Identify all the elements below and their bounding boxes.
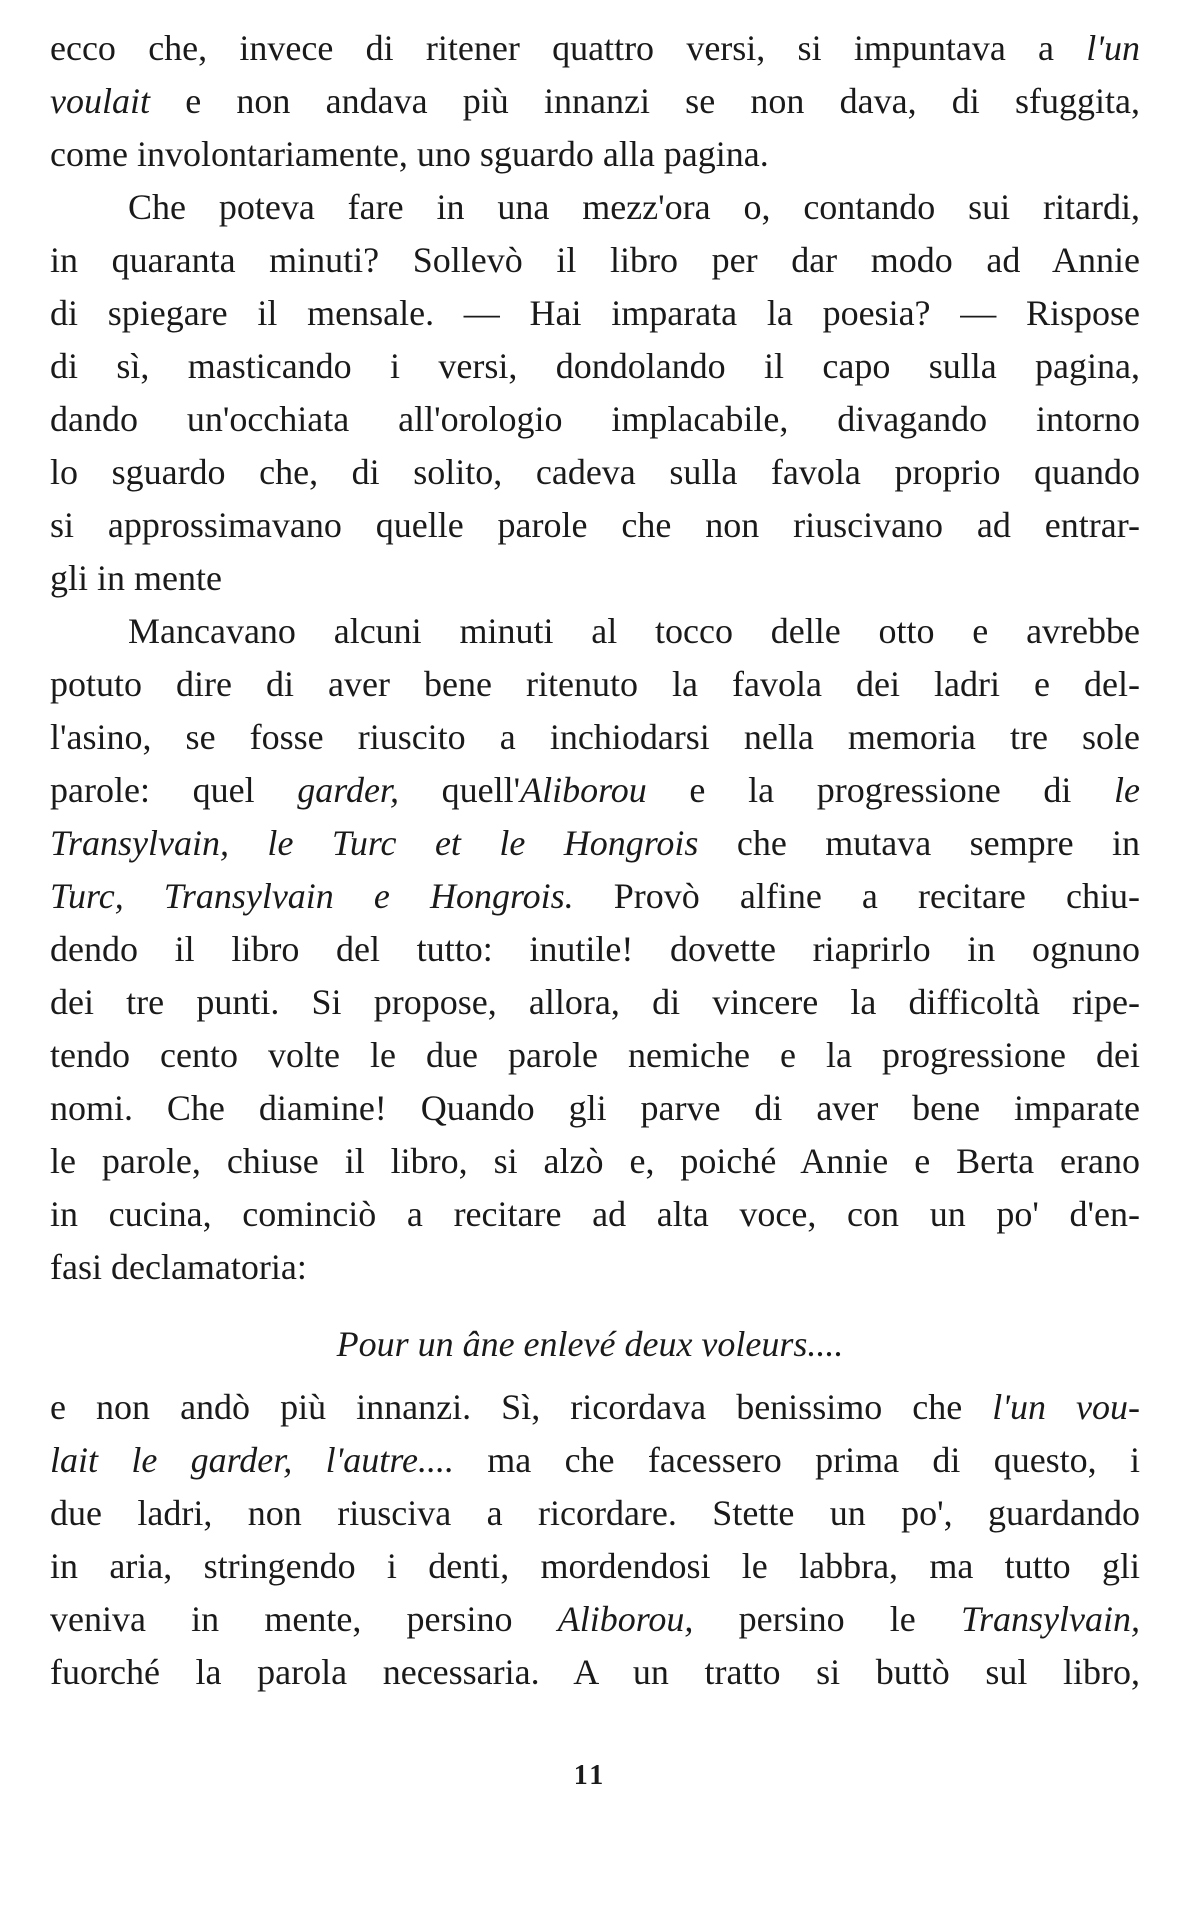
text-line: dendo il libro del tutto: inutile! dovette riaprirlo in ognuno [50,929,1140,969]
text-line: parole: quel garder, quell'Aliborou e la progressione di le [50,770,1140,810]
main-text-upper [50,22,1140,1294]
text-line: veniva in mente, persino Aliborou, persino le Transylvain, [50,1599,1140,1639]
text-line: Transylvain, le Turc et le Hongrois che mutava sempre in [50,823,1140,863]
page-number: 11 [573,1760,607,1791]
text-line: due ladri, non riusciva a ricordare. Stette un po', guardando [50,1493,1140,1533]
text-line: Turc, Transylvain e Hongrois. Provò alfine a recitare chiu- [50,876,1140,916]
text-line: di sì, masticando i versi, dondolando il capo sulla pagina, [50,346,1140,386]
text-line: tendo cento volte le due parole nemiche e la progressione dei [50,1035,1140,1075]
text-line: voulait e non andava più innanzi se non dava, di sfuggita, [50,81,1140,121]
text-line: in aria, stringendo i denti, mordendosi le labbra, ma tutto gli [50,1546,1140,1586]
text-line: in cucina, cominciò a recitare ad alta voce, con un po' d'en- [50,1194,1140,1234]
text-line: fasi declamatoria: [50,1247,307,1287]
text-line: di spiegare il mensale. — Hai imparata la poesia? — Rispose [50,293,1140,333]
text-line: Che poteva fare in una mezz'ora o, contando sui ritardi, [128,187,1140,227]
text-line: come involontariamente, uno sguardo alla pagina. [50,134,769,174]
text-line: in quaranta minuti? Sollevò il libro per dar modo ad Annie [50,240,1140,280]
text-line: Mancavano alcuni minuti al tocco delle otto e avrebbe [128,611,1140,651]
quoted-verse: Pour un âne enlevé deux voleurs.... [336,1324,844,1364]
text-line: lo sguardo che, di solito, cadeva sulla favola proprio quando [50,452,1140,492]
text-line: fuorché la parola necessaria. A un tratto si buttò sul libro, [50,1652,1140,1692]
main-text-lower [50,1381,1140,1699]
text-line: le parole, chiuse il libro, si alzò e, poiché Annie e Berta erano [50,1141,1140,1181]
text-line: potuto dire di aver bene ritenuto la favola dei ladri e del- [50,664,1140,704]
text-line: l'asino, se fosse riuscito a inchiodarsi nella memoria tre sole [50,717,1140,757]
text-line: nomi. Che diamine! Quando gli parve di aver bene imparate [50,1088,1140,1128]
text-line: lait le garder, l'autre.... ma che facessero prima di questo, i [50,1440,1141,1480]
text-line: dei tre punti. Si propose, allora, di vincere la difficoltà ripe- [50,982,1140,1022]
text-line: ecco che, invece di ritener quattro versi, si impuntava a l'un [50,28,1140,68]
text-line: dando un'occhiata all'orologio implacabile, divagando intorno [50,399,1140,439]
text-line: e non andò più innanzi. Sì, ricordava benissimo che l'un vou- [50,1387,1140,1427]
text-line: gli in mente [50,558,222,598]
text-line: si approssimavano quelle parole che non riuscivano ad entrar- [50,505,1140,545]
